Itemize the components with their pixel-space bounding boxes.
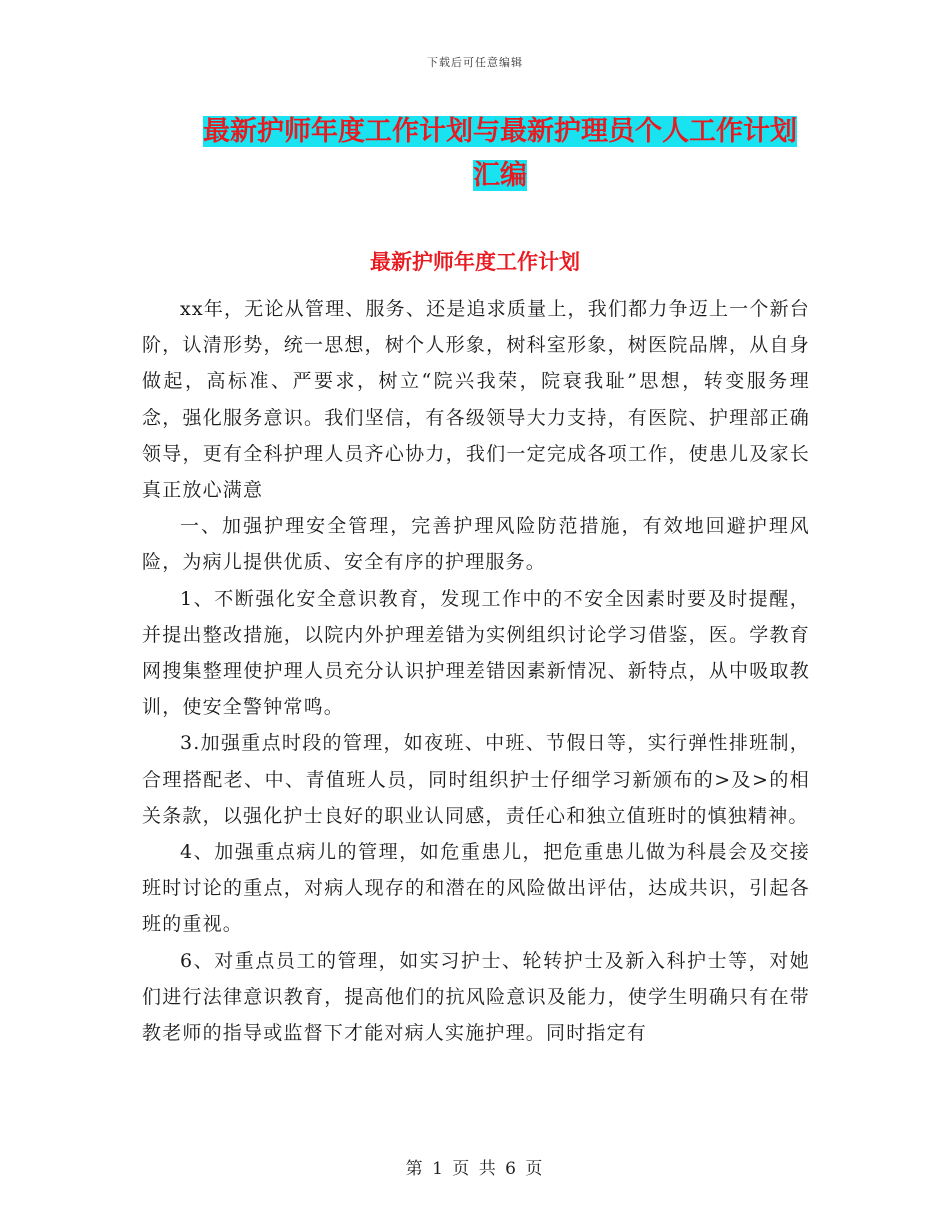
page-header-note: 下载后可任意编辑 xyxy=(427,56,523,69)
paragraph: 一、加强护理安全管理，完善护理风险防范措施，有效地回避护理风险，为病儿提供优质、安全有序的护理服务。 xyxy=(142,515,810,574)
document-title-text: 最新护师年度工作计划与最新护理员个人工作计划汇编 xyxy=(203,116,797,191)
section-title: 最新护师年度工作计划 xyxy=(370,250,580,274)
document-title xyxy=(190,110,810,198)
page-footer: 第 1 页 共 6 页 xyxy=(405,1159,545,1179)
document-body xyxy=(142,291,810,1051)
paragraph: 1、不断强化安全意识教育，发现工作中的不安全因素时要及时提醒，并提出整改措施，以院内外护理差错为实例组织讨论学习借鉴，医。学教育网搜集整理使护理人员充分认识护理差错因素新情况、新特点，从中吸取教训，使安全警钟常鸣。 xyxy=(142,587,810,719)
paragraph: 6、对重点员工的管理，如实习护士、轮转护士及新入科护士等，对她们进行法律意识教育，提高他们的抗风险意识及能力，使学生明确只有在带教老师的指导或监督下才能对病人实施护理。同时指定有 xyxy=(142,949,810,1045)
paragraph: 3.加强重点时段的管理，如夜班、中班、节假日等，实行弹性排班制，合理搭配老、中、青值班人员，同时组织护士仔细学习新颁布的>及>的相关条款，以强化护士良好的职业认同感，责任心和独立值班时的慎独精神。 xyxy=(142,732,810,827)
paragraph: xx年，无论从管理、服务、还是追求质量上，我们都力争迈上一个新台阶，认清形势，统一思想，树个人形象，树科室形象，树医院品牌，从自身做起，高标准、严要求，树立“院兴我荣，院衰我耻”思想，转变服务理念，强化服务意识。我们坚信，有各级领导大力支持，有医院、护理部正确领导，更有全科护理人员齐心协力，我们一定完成各项工作，使患儿及家长真正放心满意 xyxy=(142,298,810,502)
paragraph: 4、加强重点病儿的管理，如危重患儿，把危重患儿做为科晨会及交接班时讨论的重点，对病人现存的和潜在的风险做出评估，达成共识，引起各班的重视。 xyxy=(142,841,810,936)
